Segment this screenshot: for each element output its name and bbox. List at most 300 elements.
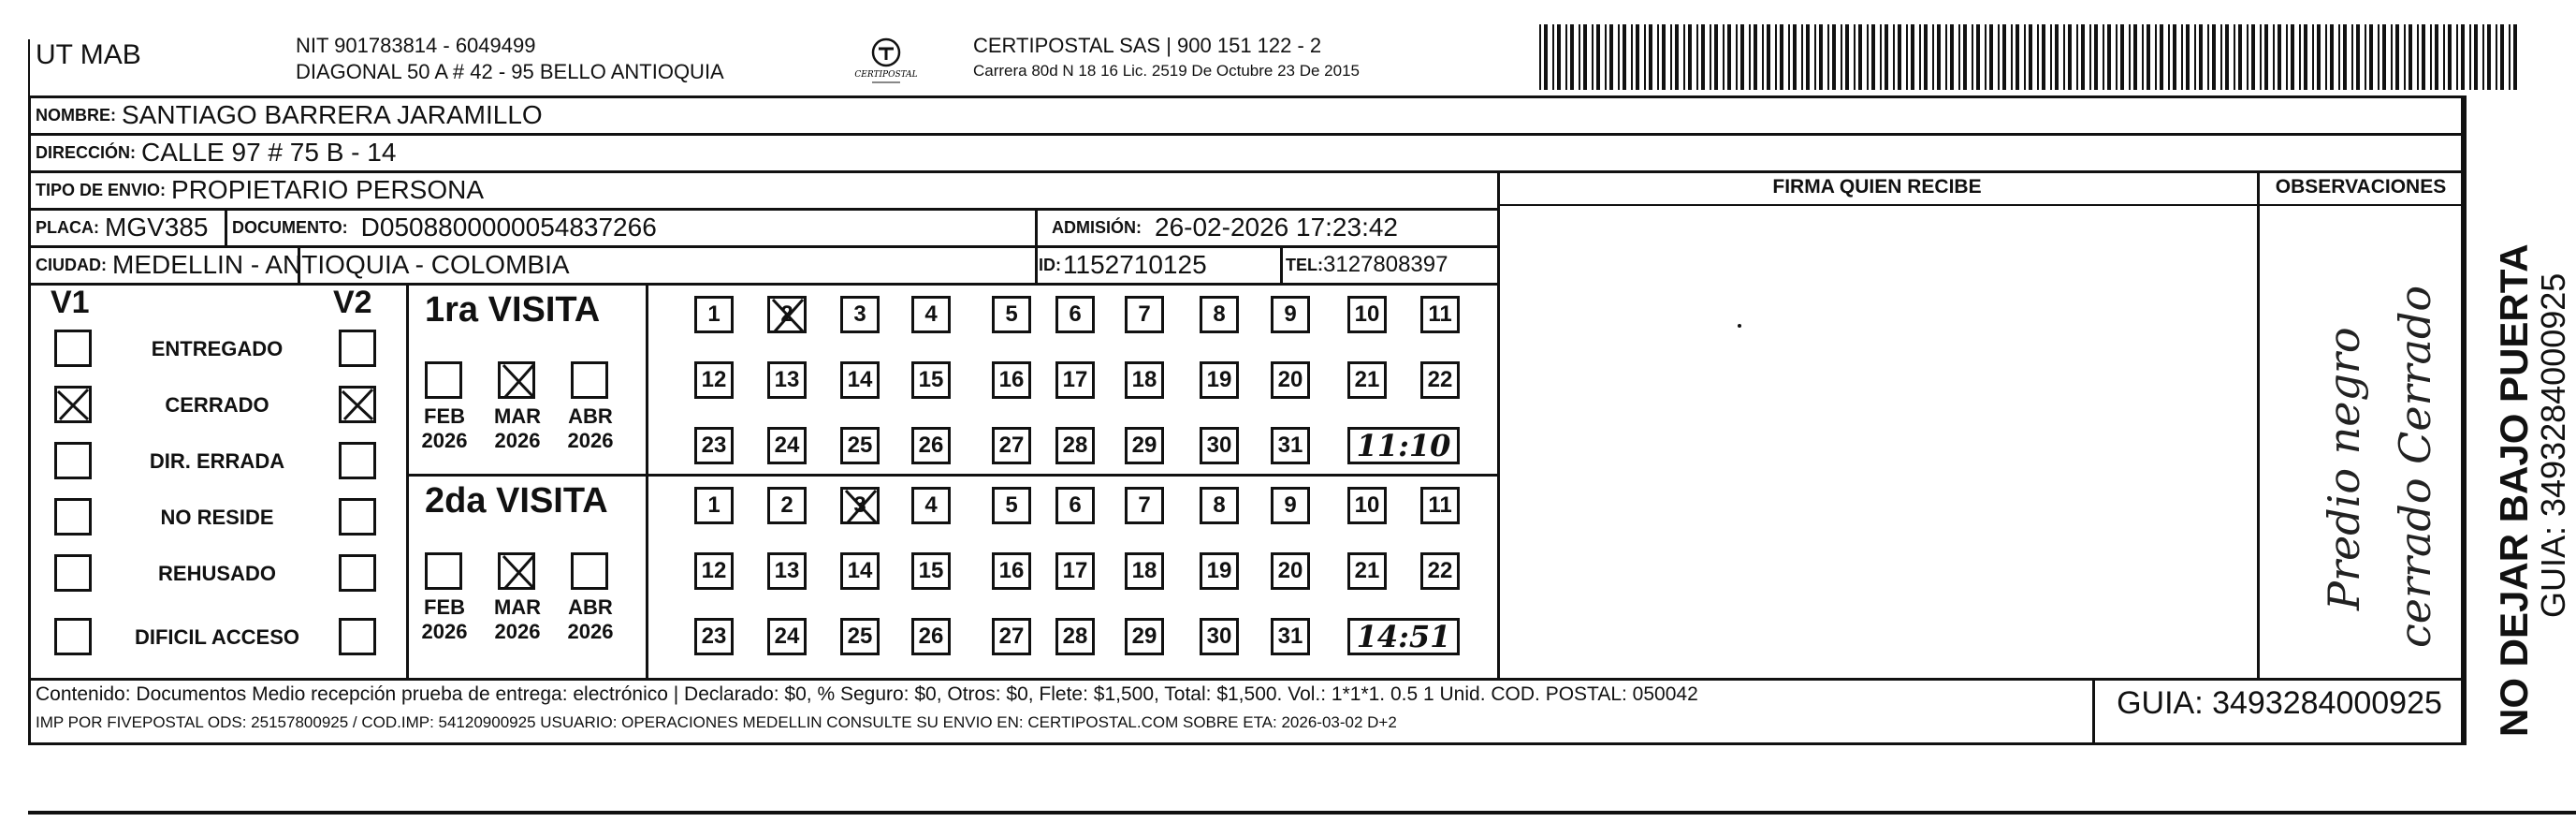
day-number: 12 [701, 558, 727, 583]
barcode-bar [1972, 24, 1973, 90]
barcode-bar [1898, 24, 1901, 90]
barcode-bar [1662, 24, 1666, 90]
day-box[interactable] [1420, 296, 1460, 333]
barcode-bar [2378, 24, 2380, 90]
barcode-bar [1985, 24, 1987, 90]
month-checkbox[interactable] [498, 361, 535, 399]
barcode-bar [2063, 24, 2065, 90]
day-box[interactable] [1200, 552, 1239, 590]
documento-value: D0508800000054837266 [360, 213, 657, 242]
day-number: 5 [1005, 492, 1018, 518]
barcode-bar [1688, 24, 1692, 90]
day-box[interactable] [1271, 618, 1310, 655]
v2-header: V2 [333, 285, 372, 320]
carrier-name: CERTIPOSTAL SAS | 900 151 122 - 2 [973, 34, 1322, 57]
barcode-bar [2430, 24, 2432, 90]
day-box[interactable] [1271, 296, 1310, 333]
day-box[interactable] [1200, 487, 1239, 524]
day-number: 10 [1354, 492, 1380, 518]
v2-checkbox[interactable] [339, 498, 376, 536]
day-number: 24 [774, 624, 800, 649]
day-number: 20 [1277, 558, 1303, 583]
id-cell [1039, 247, 1207, 283]
day-box[interactable] [767, 296, 807, 333]
v1-checkbox[interactable] [54, 554, 92, 592]
barcode-bar [2199, 24, 2203, 90]
day-box[interactable] [1125, 487, 1164, 524]
day-box[interactable] [1125, 427, 1164, 464]
barcode-bar [1841, 24, 1842, 90]
day-box[interactable] [1347, 296, 1387, 333]
month-name: MAR [493, 595, 542, 619]
day-box[interactable] [1271, 361, 1310, 399]
day-box[interactable] [992, 296, 1031, 333]
day-number: 7 [1138, 301, 1151, 327]
footer-contenido: Contenido: Documentos Medio recepción prueba de entrega: electrónico | Declarado: $0, % Seguro: $0, Otros: $0, Flete: $1,500, Total: $1,500. Vol.: 1*1*1. 0.5 1 Unid. COD. POSTAL: 050042 [36, 683, 1698, 705]
barcode-bar [2325, 24, 2327, 90]
barcode-bar [1819, 24, 1823, 90]
visit-time: 11:10 [1347, 427, 1460, 464]
day-number: 11 [1428, 301, 1452, 327]
day-number: 17 [1062, 558, 1088, 583]
barcode-bar [2181, 24, 2183, 90]
barcode-bar [2055, 24, 2059, 90]
barcode-bar [2142, 24, 2144, 90]
barcode-bar [2207, 24, 2209, 90]
day-box[interactable] [1125, 552, 1164, 590]
barcode-bar [2299, 24, 2301, 90]
barcode-bar [1736, 24, 1738, 90]
barcode-bar [1801, 24, 1803, 90]
barcode-bar [1649, 24, 1652, 90]
barcode-bar [1867, 24, 1869, 90]
day-box[interactable] [1200, 361, 1239, 399]
barcode-bar [2234, 24, 2235, 90]
barcode-bar [2129, 24, 2131, 90]
barcode-bar [2356, 24, 2360, 90]
day-number: 16 [998, 367, 1025, 392]
barcode-bar [1570, 24, 1574, 90]
barcode-bar [1780, 24, 1783, 90]
ciudad-cell [36, 247, 570, 283]
barcode-bar [2509, 24, 2511, 90]
barcode-bar [1565, 24, 1567, 90]
day-number: 27 [998, 433, 1025, 458]
month-year: 2026 [567, 620, 614, 643]
barcode-bar [1583, 24, 1587, 90]
month-label [412, 404, 477, 453]
day-box[interactable] [911, 487, 951, 524]
barcode-bar [2220, 24, 2222, 90]
day-box[interactable] [1055, 552, 1095, 590]
barcode-bar [2155, 24, 2157, 90]
barcode-bar [2273, 24, 2275, 90]
day-box[interactable] [1200, 296, 1239, 333]
day-number: 14 [847, 558, 873, 583]
day-number: 22 [1427, 367, 1453, 392]
day-box[interactable] [767, 552, 807, 590]
month-year: 2026 [494, 620, 541, 643]
barcode-bar [1806, 24, 1810, 90]
day-box[interactable] [694, 427, 734, 464]
footer-imp: IMP POR FIVEPOSTAL ODS: 25157800925 / COD.IMP: 54120900925 USUARIO: OPERACIONES MEDELLIN CONSULTE SU ENVIO EN: CERTIPOSTAL.COM SOBRE ETA: 2026-03-02 D+2 [36, 713, 1397, 731]
day-box[interactable] [1055, 296, 1095, 333]
barcode-bar [2404, 24, 2406, 90]
barcode [1539, 24, 2522, 90]
day-number: 17 [1062, 367, 1088, 392]
barcode-bar [2456, 24, 2458, 90]
barcode-bar [1623, 24, 1626, 90]
day-number: 21 [1354, 558, 1380, 583]
day-number: 9 [1284, 301, 1297, 327]
direccion-label: DIRECCIÓN: [36, 142, 136, 162]
barcode-bar [2247, 24, 2249, 90]
day-box[interactable] [694, 618, 734, 655]
barcode-bar [1945, 24, 1947, 90]
barcode-bar [1696, 24, 1698, 90]
direccion-value: CALLE 97 # 75 B - 14 [141, 138, 397, 167]
month-year: 2026 [421, 429, 468, 452]
barcode-bar [1740, 24, 1744, 90]
barcode-bar [1880, 24, 1882, 90]
certipostal-logo [853, 34, 919, 90]
day-box[interactable] [1420, 361, 1460, 399]
barcode-bar [1911, 24, 1914, 90]
day-number: 9 [1284, 492, 1297, 518]
barcode-bar [1871, 24, 1875, 90]
day-box[interactable] [767, 427, 807, 464]
barcode-bar [2116, 24, 2118, 90]
barcode-bar [2496, 24, 2497, 90]
barcode-bar [2251, 24, 2255, 90]
barcode-bar [2186, 24, 2190, 90]
day-number: 3 [853, 492, 866, 518]
day-number: 1 [707, 492, 720, 518]
day-number: 23 [701, 624, 727, 649]
barcode-bar [1932, 24, 1934, 90]
day-number: 11 [1428, 492, 1452, 518]
barcode-bar [1670, 24, 1672, 90]
direccion-row [36, 135, 396, 170]
barcode-bar [2369, 24, 2373, 90]
v1-header: V1 [51, 285, 90, 320]
month-checkbox[interactable] [571, 552, 608, 590]
day-box[interactable] [911, 552, 951, 590]
day-number: 24 [774, 433, 800, 458]
documento-cell [232, 210, 657, 245]
signature-area[interactable] [1501, 208, 2255, 676]
company-address: DIAGONAL 50 A # 42 - 95 BELLO ANTIOQUIA [296, 60, 724, 83]
day-number: 19 [1206, 367, 1232, 392]
barcode-bar [2168, 24, 2170, 90]
visit-title: 2da VISITA [425, 481, 608, 521]
tipo-row [36, 172, 484, 208]
barcode-bar [2395, 24, 2399, 90]
v2-checkbox[interactable] [339, 618, 376, 655]
barcode-bar [2443, 24, 2445, 90]
observation-line-2: cerrado Cerrado [2390, 285, 2440, 648]
v1-checkbox[interactable] [54, 498, 92, 536]
barcode-bar [2133, 24, 2137, 90]
day-box[interactable] [1271, 487, 1310, 524]
barcode-bar [2435, 24, 2438, 90]
day-box[interactable] [911, 618, 951, 655]
barcode-bar [2076, 24, 2078, 90]
day-box[interactable] [1055, 361, 1095, 399]
barcode-bar [1631, 24, 1633, 90]
day-number: 3 [853, 301, 866, 327]
barcode-bar [1827, 24, 1829, 90]
month-year: 2026 [421, 620, 468, 643]
barcode-bar [2312, 24, 2314, 90]
barcode-bar [1557, 24, 1561, 90]
barcode-bar [1814, 24, 1816, 90]
company-name: UT MAB [36, 39, 141, 70]
barcode-bar [1885, 24, 1888, 90]
month-checkbox[interactable] [425, 361, 462, 399]
barcode-bar [2225, 24, 2229, 90]
barcode-bar [2461, 24, 2465, 90]
observations-handwriting [2263, 208, 2461, 676]
barcode-bar [1539, 24, 1541, 90]
barcode-bar [1552, 24, 1554, 90]
barcode-bar [1609, 24, 1613, 90]
barcode-bar [1605, 24, 1607, 90]
barcode-bar [2338, 24, 2340, 90]
nombre-value: SANTIAGO BARRERA JARAMILLO [122, 100, 543, 129]
barcode-bar [1854, 24, 1856, 90]
v1-checkbox[interactable] [54, 618, 92, 655]
day-box[interactable] [694, 296, 734, 333]
barcode-bar [2260, 24, 2262, 90]
day-box[interactable] [840, 296, 880, 333]
barcode-bar [1924, 24, 1928, 90]
status-label: DIR. ERRADA [149, 449, 285, 473]
day-box[interactable] [1125, 361, 1164, 399]
day-box[interactable] [767, 487, 807, 524]
day-box[interactable] [840, 618, 880, 655]
barcode-bar [2391, 24, 2393, 90]
barcode-bar [2487, 24, 2491, 90]
day-box[interactable] [767, 361, 807, 399]
day-number: 10 [1354, 301, 1380, 327]
barcode-bar [2304, 24, 2307, 90]
v2-checkbox[interactable] [339, 330, 376, 367]
day-number: 6 [1069, 301, 1082, 327]
barcode-bar [1749, 24, 1751, 90]
day-number: 8 [1213, 301, 1226, 327]
day-box[interactable] [840, 487, 880, 524]
barcode-bar [1963, 24, 1967, 90]
day-number: 21 [1354, 367, 1380, 392]
barcode-bar [2068, 24, 2072, 90]
day-number: 23 [701, 433, 727, 458]
firma-header: FIRMA QUIEN RECIBE [1772, 176, 1982, 198]
month-name: FEB [424, 404, 465, 428]
month-name: FEB [424, 595, 465, 619]
day-box[interactable] [1271, 552, 1310, 590]
barcode-bar [2417, 24, 2419, 90]
v2-checkbox[interactable] [339, 386, 376, 423]
day-box[interactable] [840, 361, 880, 399]
day-box[interactable] [1347, 487, 1387, 524]
barcode-bar [2469, 24, 2471, 90]
day-number: 5 [1005, 301, 1018, 327]
barcode-bar [2029, 24, 2032, 90]
barcode-bar [1958, 24, 1960, 90]
stray-dot [1738, 324, 1741, 328]
barcode-bar [1950, 24, 1954, 90]
day-box[interactable] [694, 361, 734, 399]
v2-checkbox[interactable] [339, 554, 376, 592]
status-label: NO RESIDE [160, 506, 274, 529]
day-box[interactable] [1347, 552, 1387, 590]
bottom-rule [28, 811, 2576, 815]
day-number: 7 [1138, 492, 1151, 518]
day-box[interactable] [1055, 618, 1095, 655]
day-number: 16 [998, 558, 1025, 583]
day-number: 12 [701, 367, 727, 392]
day-box[interactable] [840, 427, 880, 464]
v1-checkbox[interactable] [54, 442, 92, 479]
barcode-bar [1832, 24, 1836, 90]
barcode-bar [1723, 24, 1725, 90]
day-box[interactable] [1125, 618, 1164, 655]
month-label [558, 404, 623, 453]
barcode-bar [1701, 24, 1705, 90]
nombre-row [36, 97, 543, 133]
day-box[interactable] [1200, 427, 1239, 464]
month-checkbox[interactable] [498, 552, 535, 590]
svg-text:CERTIPOSTAL: CERTIPOSTAL [854, 70, 918, 80]
month-name: MAR [493, 404, 542, 428]
day-box[interactable] [694, 487, 734, 524]
status-label: REHUSADO [158, 562, 276, 585]
barcode-bar [2081, 24, 2085, 90]
day-number: 30 [1206, 624, 1232, 649]
month-year: 2026 [494, 429, 541, 452]
day-box[interactable] [992, 487, 1031, 524]
footer-guia: GUIA: 3493284000925 [2117, 685, 2442, 721]
day-box[interactable] [1055, 427, 1095, 464]
barcode-bar [2024, 24, 2026, 90]
barcode-bar [2173, 24, 2176, 90]
barcode-bar [2365, 24, 2366, 90]
barcode-bar [1727, 24, 1731, 90]
barcode-bar [1714, 24, 1718, 90]
side-guia: GUIA: 3493284000925 [2534, 272, 2572, 618]
day-box[interactable] [911, 296, 951, 333]
barcode-bar [2317, 24, 2321, 90]
barcode-bar [1775, 24, 1777, 90]
day-box[interactable] [992, 427, 1031, 464]
day-box[interactable] [1200, 618, 1239, 655]
barcode-bar [2160, 24, 2163, 90]
v1-checkbox[interactable] [54, 386, 92, 423]
day-box[interactable] [992, 361, 1031, 399]
day-number: 26 [918, 433, 944, 458]
barcode-bar [1767, 24, 1770, 90]
day-box[interactable] [694, 552, 734, 590]
day-number: 15 [918, 367, 944, 392]
month-name: ABR [568, 404, 613, 428]
barcode-bar [1989, 24, 1993, 90]
barcode-bar [1754, 24, 1757, 90]
no-dejar-warning: NO DEJAR BAJO PUERTA [2492, 243, 2536, 737]
day-number: 2 [780, 492, 793, 518]
day-box[interactable] [840, 552, 880, 590]
day-box[interactable] [1271, 427, 1310, 464]
barcode-bar [2103, 24, 2104, 90]
day-number: 13 [774, 558, 800, 583]
barcode-bar [1544, 24, 1548, 90]
barcode-bar [2042, 24, 2045, 90]
barcode-bar [1596, 24, 1600, 90]
day-number: 27 [998, 624, 1025, 649]
barcode-bar [2286, 24, 2288, 90]
barcode-bar [2474, 24, 2478, 90]
admision-cell [1052, 210, 1398, 245]
day-number: 31 [1277, 433, 1303, 458]
tel-value: 3127808397 [1323, 252, 1448, 277]
ciudad-value: MEDELLIN - ANTIOQUIA - COLOMBIA [112, 250, 570, 279]
day-box[interactable] [992, 618, 1031, 655]
day-box[interactable] [1420, 552, 1460, 590]
day-box[interactable] [992, 552, 1031, 590]
carrier-license: Carrera 80d N 18 16 Lic. 2519 De Octubre 23 De 2015 [973, 62, 1360, 80]
day-box[interactable] [767, 618, 807, 655]
nombre-label: NOMBRE: [36, 105, 116, 125]
day-number: 29 [1131, 624, 1157, 649]
day-number: 2 [780, 301, 793, 327]
day-box[interactable] [1347, 361, 1387, 399]
day-box[interactable] [1125, 296, 1164, 333]
day-number: 19 [1206, 558, 1232, 583]
day-number: 26 [918, 624, 944, 649]
barcode-bar [1579, 24, 1580, 90]
barcode-bar [2089, 24, 2091, 90]
day-number: 25 [847, 433, 873, 458]
barcode-bar [2016, 24, 2019, 90]
placa-value: MGV385 [105, 213, 209, 242]
company-nit: NIT 901783814 - 6049499 [296, 34, 536, 57]
day-box[interactable] [1420, 487, 1460, 524]
day-box[interactable] [911, 361, 951, 399]
v2-checkbox[interactable] [339, 442, 376, 479]
ciudad-label: CIUDAD: [36, 255, 107, 274]
barcode-bar [1710, 24, 1711, 90]
v1-checkbox[interactable] [54, 330, 92, 367]
day-number: 14 [847, 367, 873, 392]
day-number: 4 [924, 492, 938, 518]
admision-value: 26-02-2026 17:23:42 [1155, 213, 1398, 242]
day-box[interactable] [911, 427, 951, 464]
barcode-bar [2382, 24, 2386, 90]
month-checkbox[interactable] [425, 552, 462, 590]
barcode-bar [1793, 24, 1797, 90]
month-checkbox[interactable] [571, 361, 608, 399]
placa-label: PLACA: [36, 217, 99, 237]
status-label: DIFICIL ACCESO [134, 625, 299, 649]
barcode-bar [2513, 24, 2517, 90]
barcode-bar [2351, 24, 2353, 90]
placa-cell [36, 210, 209, 245]
month-label [412, 595, 477, 644]
barcode-bar [1618, 24, 1620, 90]
admision-label: ADMISIÓN: [1052, 217, 1142, 237]
day-number: 22 [1427, 558, 1453, 583]
day-box[interactable] [1055, 487, 1095, 524]
